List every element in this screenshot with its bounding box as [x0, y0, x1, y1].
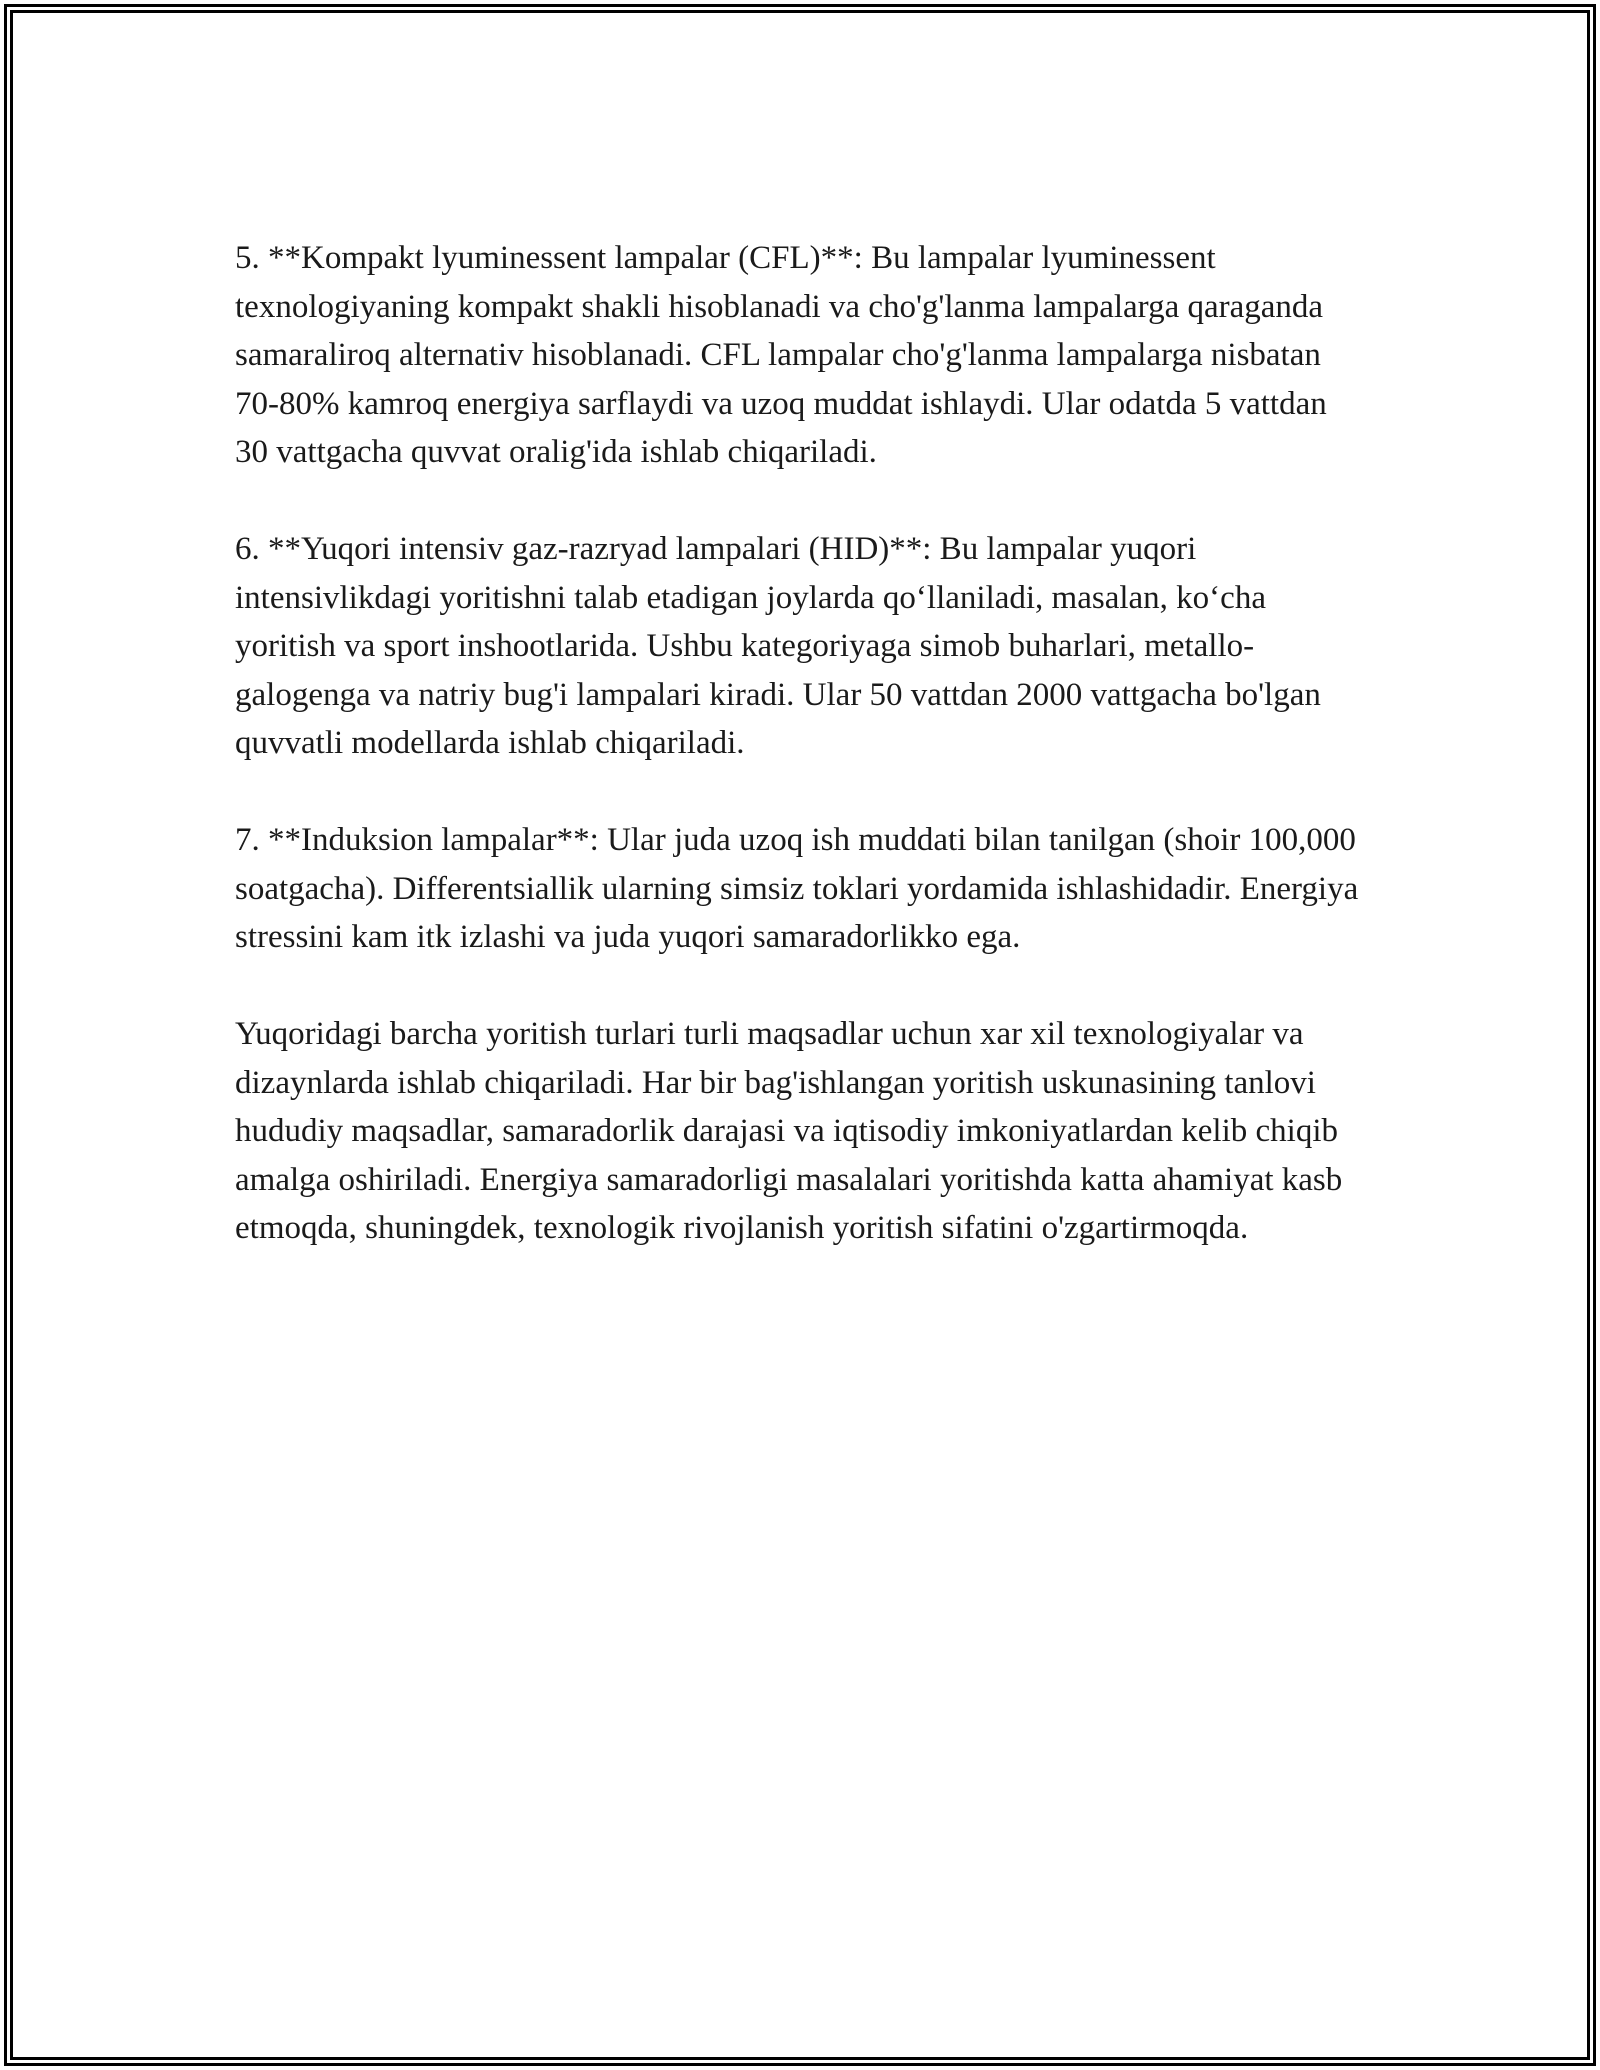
paragraph-induction: 7. **Induksion lampalar**: Ular juda uzoq ish muddati bilan tanilgan (shoir 100,000 soatgacha). Differentsiallik ularning simsiz toklari yordamida ishlashidadir. Energiya stressini kam itk izlashi va juda yuqori samaradorlikko ega.: [235, 822, 1359, 955]
paragraph-hid: 6. **Yuqori intensiv gaz-razryad lampalari (HID)**: Bu lampalar yuqori intensivlikdagi yoritishni talab etadigan joylarda qo‘llaniladi, masalan, ko‘cha yoritish va sport inshootlarida. Ushbu kategoriyaga simob buharlari, metallo-galogenga va natriy bug'i lampalari kiradi. Ular 50 vattdan 2000 vattgacha bo'lgan quvvatli modellarda ishlab chiqariladi.: [235, 531, 1321, 761]
paragraph-cfl: 5. **Kompakt lyuminessent lampalar (CFL)**: Bu lampalar lyuminessent texnologiyaning kompakt shakli hisoblanadi va cho'g'lanma lampalarga qaraganda samaraliroq alternativ hisoblanadi. CFL lampalar cho'g'lanma lampalarga nisbatan 70-80% kamroq energiya sarflaydi va uzoq muddat ishlaydi. Ular odatda 5 vattdan 30 vattgacha quvvat oralig'ida ishlab chiqariladi.: [235, 240, 1327, 470]
document-body: [235, 234, 1365, 1301]
paragraph-summary: Yuqoridagi barcha yoritish turlari turli maqsadlar uchun xar xil texnologiyalar va dizaynlarda ishlab chiqariladi. Har bir bag'ishlangan yoritish uskunasining tanlovi hududiy maqsadlar, samaradorlik darajasi va iqtisodiy imkoniyatlardan kelib chiqib amalga oshiriladi. Energiya samaradorligi masalalari yoritishda katta ahamiyat kasb etmoqda, shuningdek, texnologik rivojlanish yoritish sifatini o'zgartirmoqda.: [235, 1016, 1343, 1246]
